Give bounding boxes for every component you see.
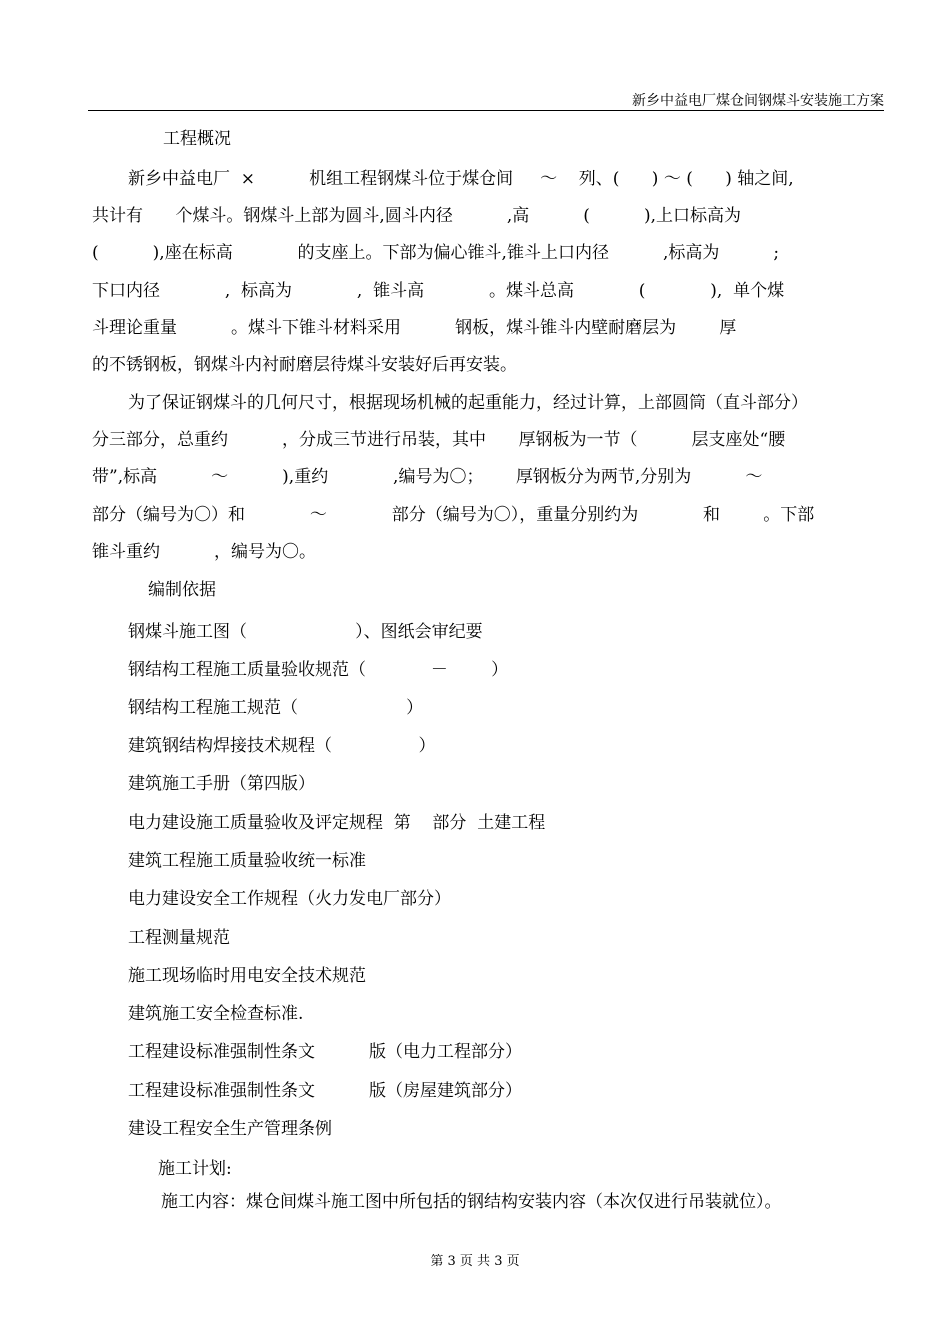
basis-heading: 编制依据 — [148, 580, 216, 600]
overview-line-9: 带”,标高 ～ ),重约 ,编号为〇； 厚钢板分为两节,分别为 ～ — [92, 467, 763, 487]
basis-item: 钢结构工程施工质量验收规范（ － ） — [128, 660, 509, 680]
basis-item: 工程建设标准强制性条文 版（电力工程部分） — [128, 1042, 523, 1062]
basis-item: 建筑工程施工质量验收统一标准 — [128, 851, 366, 871]
basis-item: 建设工程安全生产管理条例 — [128, 1119, 332, 1139]
overview-line-1: 新乡中益电厂 × 机组工程钢煤斗位于煤仓间 ～ 列、( ) ～ ( ) 轴之间, — [128, 169, 794, 189]
overview-line-4: 下口内径 , 标高为 , 锥斗高 。煤斗总高 ( ), 单个煤 — [92, 281, 785, 301]
basis-item: 工程建设标准强制性条文 版（房屋建筑部分） — [128, 1081, 523, 1101]
basis-item: 钢结构工程施工规范（ ） — [128, 698, 424, 718]
page-number: 第 3 页 共 3 页 — [430, 1254, 520, 1269]
overview-line-5: 斗理论重量 。煤斗下锥斗材料采用 钢板，煤斗锥斗内壁耐磨层为 厚 — [92, 318, 737, 338]
overview-line-8: 分三部分，总重约 ，分成三节进行吊装，其中 厚钢板为一节（ 层支座处“腰 — [92, 430, 786, 450]
overview-heading: 工程概况 — [163, 129, 231, 149]
basis-item: 钢煤斗施工图（ ）、图纸会审纪要 — [128, 622, 483, 642]
basis-item: 建筑钢结构焊接技术规程（ ） — [128, 736, 436, 756]
overview-line-10: 部分（编号为〇）和 ～ 部分（编号为〇），重量分别约为 和 。下部 — [92, 505, 815, 525]
plan-heading: 施工计划: — [158, 1159, 232, 1179]
overview-line-6: 的不锈钢板，钢煤斗内衬耐磨层待煤斗安装好后再安装。 — [92, 355, 517, 375]
basis-item: 电力建设施工质量验收及评定规程 第 部分 土建工程 — [128, 813, 546, 833]
overview-line-2: 共计有 个煤斗。钢煤斗上部为圆斗,圆斗内径 ,高 ( ),上口标高为 — [92, 206, 742, 226]
basis-item: 电力建设安全工作规程（火力发电厂部分） — [128, 889, 451, 909]
basis-item: 施工现场临时用电安全技术规范 — [128, 966, 366, 986]
basis-item: 建筑施工手册（第四版） — [128, 774, 315, 794]
overview-line-11: 锥斗重约 ，编号为〇。 — [92, 542, 317, 562]
basis-item: 工程测量规范 — [128, 928, 230, 948]
running-header: 新乡中益电厂煤仓间钢煤斗安装施工方案 — [632, 93, 884, 109]
header-rule — [88, 110, 884, 111]
overview-line-7: 为了保证钢煤斗的几何尺寸，根据现场机械的起重能力，经过计算，上部圆筒（直斗部分） — [128, 393, 808, 413]
basis-item: 建筑施工安全检查标准. — [128, 1004, 304, 1024]
plan-content: 施工内容：煤仓间煤斗施工图中所包括的钢结构安装内容（本次仅进行吊装就位）。 — [161, 1192, 782, 1212]
overview-line-3: ( ),座在标高 的支座上。下部为偏心锥斗,锥斗上口内径 ,标高为 ; — [92, 243, 780, 263]
